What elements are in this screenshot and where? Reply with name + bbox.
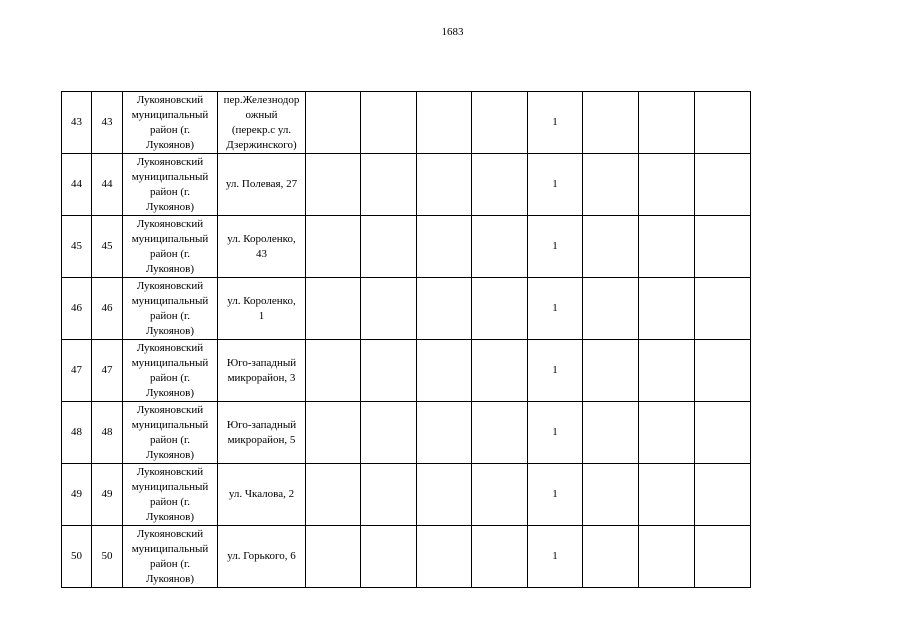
row-number-cell: 46 [62, 278, 92, 340]
empty-cell [361, 278, 417, 340]
district-cell: Лукояновский муниципальный район (г. Лукоянов) [123, 278, 218, 340]
table-row [62, 154, 751, 216]
empty-cell [639, 526, 695, 588]
district-cell: Лукояновский муниципальный район (г. Лукоянов) [123, 216, 218, 278]
empty-cell [417, 216, 472, 278]
empty-cell [583, 92, 639, 154]
row-number-cell: 49 [62, 464, 92, 526]
row-number-cell: 47 [62, 340, 92, 402]
empty-cell [361, 402, 417, 464]
quantity-cell: 1 [528, 340, 583, 402]
table-row [62, 526, 751, 588]
empty-cell [417, 278, 472, 340]
row-index-cell: 46 [92, 278, 123, 340]
empty-cell [695, 526, 751, 588]
row-index-cell: 44 [92, 154, 123, 216]
table-row [62, 464, 751, 526]
row-index-cell: 43 [92, 92, 123, 154]
row-number-cell: 44 [62, 154, 92, 216]
empty-cell [583, 278, 639, 340]
row-index-cell: 47 [92, 340, 123, 402]
row-number-cell: 45 [62, 216, 92, 278]
empty-cell [583, 216, 639, 278]
row-number-cell: 43 [62, 92, 92, 154]
empty-cell [472, 278, 528, 340]
empty-cell [417, 464, 472, 526]
empty-cell [306, 340, 361, 402]
empty-cell [417, 92, 472, 154]
empty-cell [639, 278, 695, 340]
district-cell: Лукояновский муниципальный район (г. Лукоянов) [123, 402, 218, 464]
empty-cell [306, 216, 361, 278]
empty-cell [417, 340, 472, 402]
empty-cell [583, 526, 639, 588]
empty-cell [361, 92, 417, 154]
table-row [62, 340, 751, 402]
address-cell: ул. Горького, 6 [218, 526, 306, 588]
row-index-cell: 48 [92, 402, 123, 464]
empty-cell [472, 340, 528, 402]
empty-cell [695, 216, 751, 278]
empty-cell [695, 278, 751, 340]
empty-cell [472, 92, 528, 154]
empty-cell [639, 92, 695, 154]
empty-cell [695, 154, 751, 216]
row-number-cell: 48 [62, 402, 92, 464]
empty-cell [583, 340, 639, 402]
address-cell: ул. Полевая, 27 [218, 154, 306, 216]
empty-cell [472, 526, 528, 588]
empty-cell [695, 340, 751, 402]
document-table [61, 91, 751, 588]
district-cell: Лукояновский муниципальный район (г. Лукоянов) [123, 92, 218, 154]
quantity-cell: 1 [528, 92, 583, 154]
empty-cell [306, 464, 361, 526]
quantity-cell: 1 [528, 402, 583, 464]
district-cell: Лукояновский муниципальный район (г. Лукоянов) [123, 340, 218, 402]
empty-cell [639, 154, 695, 216]
empty-cell [417, 154, 472, 216]
empty-cell [306, 278, 361, 340]
table-row [62, 402, 751, 464]
empty-cell [695, 92, 751, 154]
empty-cell [695, 402, 751, 464]
district-cell: Лукояновский муниципальный район (г. Лукоянов) [123, 154, 218, 216]
row-index-cell: 50 [92, 526, 123, 588]
empty-cell [361, 526, 417, 588]
quantity-cell: 1 [528, 278, 583, 340]
address-cell: ул. Короленко, 43 [218, 216, 306, 278]
empty-cell [639, 464, 695, 526]
district-cell: Лукояновский муниципальный район (г. Лукоянов) [123, 464, 218, 526]
empty-cell [695, 464, 751, 526]
empty-cell [361, 154, 417, 216]
empty-cell [361, 464, 417, 526]
empty-cell [583, 154, 639, 216]
empty-cell [417, 402, 472, 464]
empty-cell [361, 340, 417, 402]
empty-cell [583, 464, 639, 526]
address-cell: ул. Короленко, 1 [218, 278, 306, 340]
empty-cell [639, 340, 695, 402]
row-index-cell: 45 [92, 216, 123, 278]
quantity-cell: 1 [528, 154, 583, 216]
address-cell: пер.Железнодор ожный (перекр.с ул. Дзержинского) [218, 92, 306, 154]
quantity-cell: 1 [528, 216, 583, 278]
empty-cell [639, 402, 695, 464]
empty-cell [306, 526, 361, 588]
table-body [62, 92, 751, 588]
empty-cell [472, 154, 528, 216]
row-number-cell: 50 [62, 526, 92, 588]
address-cell: Юго-западный микрорайон, 5 [218, 402, 306, 464]
empty-cell [472, 464, 528, 526]
empty-cell [472, 402, 528, 464]
row-index-cell: 49 [92, 464, 123, 526]
table-row [62, 216, 751, 278]
address-cell: Юго-западный микрорайон, 3 [218, 340, 306, 402]
quantity-cell: 1 [528, 464, 583, 526]
empty-cell [472, 216, 528, 278]
quantity-cell: 1 [528, 526, 583, 588]
empty-cell [583, 402, 639, 464]
empty-cell [639, 216, 695, 278]
district-cell: Лукояновский муниципальный район (г. Лукоянов) [123, 526, 218, 588]
address-cell: ул. Чкалова, 2 [218, 464, 306, 526]
table-row [62, 92, 751, 154]
empty-cell [306, 402, 361, 464]
empty-cell [306, 92, 361, 154]
empty-cell [361, 216, 417, 278]
page-number: 1683 [441, 26, 464, 38]
table-row [62, 278, 751, 340]
empty-cell [306, 154, 361, 216]
empty-cell [417, 526, 472, 588]
